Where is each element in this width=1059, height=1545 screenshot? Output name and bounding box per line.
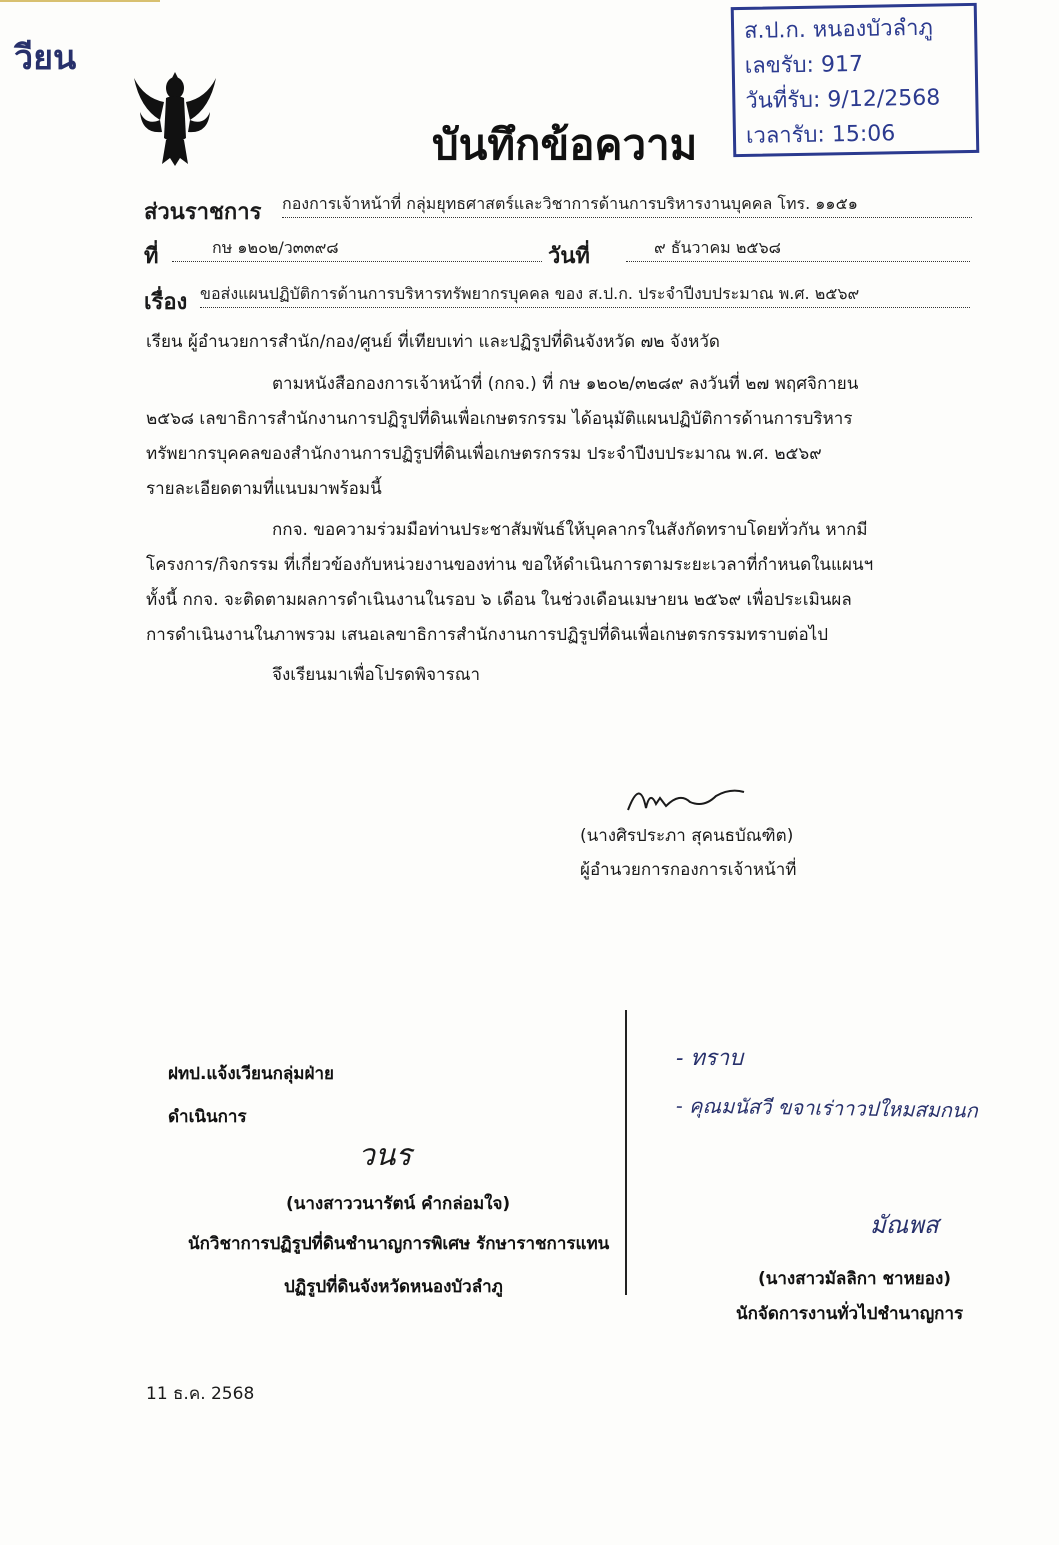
paragraph1-line: รายละเอียดตามที่แนบมาพร้อมนี้: [146, 479, 382, 499]
subject-label: เรื่อง: [144, 290, 188, 315]
stamp-receipt-number: เลขรับ: 917: [744, 51, 864, 79]
agency-label: ส่วนราชการ: [144, 200, 262, 225]
paragraph2-line: โครงการ/กิจกรรม ที่เกี่ยวข้องกับหน่วยงานของท่าน ขอให้ดำเนินการตามระยะเวลาที่กำหนดในแผนฯ: [146, 555, 874, 575]
right-note-item: - ทราบ: [676, 1046, 744, 1071]
paragraph2-line: การดำเนินงานในภาพรวม เสนอเลขาธิการสำนักงานการปฏิรูปที่ดินเพื่อเกษตรกรรมทราบต่อไป: [146, 625, 829, 645]
stamp-office: ส.ป.ก. หนองบัวลำภู: [743, 15, 934, 44]
left-note-position: นักวิชาการปฏิรูปที่ดินชำนาญการพิเศษ รักษาราชการแทน: [188, 1234, 610, 1254]
signature-icon: [620, 778, 760, 818]
paragraph1-line: ๒๕๖๘ เลขาธิการสำนักงานการปฏิรูปที่ดินเพื่อเกษตรกรรม ได้อนุมัติแผนปฏิบัติการด้านการบริหาร: [146, 409, 853, 429]
receipt-stamp: [731, 3, 980, 157]
right-note-item: - คุณมนัสวี ขจาเร่าาวปใหมสมกนก: [675, 1093, 978, 1123]
circulation-label: วียน: [14, 38, 77, 78]
left-note-signature: วนร: [358, 1138, 412, 1173]
left-note-instruction: ฝทป.แจ้งเวียนกลุ่มฝ่าย: [168, 1064, 334, 1084]
garuda-emblem-icon: [130, 68, 220, 168]
left-note-action: ดำเนินการ: [168, 1107, 247, 1127]
stamp-receipt-date: วันที่รับ: 9/12/2568: [745, 85, 941, 114]
stamp-receipt-time: เวลารับ: 15:06: [745, 121, 896, 149]
agency-value: กองการเจ้าหน้าที่ กลุ่มยุทธศาสตร์และวิชาการด้านการบริหารงานบุคคล โทร. ๑๑๕๑: [282, 192, 972, 218]
paragraph2-line: กกจ. ขอความร่วมมือท่านประชาสัมพันธ์ให้บุคลากรในสังกัดทราบโดยทั่วกัน หากมี: [272, 520, 868, 540]
subject-value: ขอส่งแผนปฏิบัติการด้านการบริหารทรัพยากรบุคคล ของ ส.ป.ก. ประจำปีงบประมาณ พ.ศ. ๒๕๖๙: [200, 282, 970, 308]
right-note-position: นักจัดการงานทั่วไปชำนาญการ: [736, 1304, 964, 1324]
signer-name: (นางศิรประภา สุคนธบัณฑิต): [580, 826, 794, 846]
date-label: วันที่: [548, 244, 590, 269]
page-title: บันทึกข้อความ: [432, 120, 698, 169]
right-note-signature: มัณพส: [870, 1211, 939, 1239]
paragraph1-line: ทรัพยากรบุคคลของสำนักงานการปฏิรูปที่ดินเพื่อเกษตรกรรม ประจำปีงบประมาณ พ.ศ. ๒๕๖๙: [146, 444, 822, 464]
paragraph1-line: ตามหนังสือกองการเจ้าหน้าที่ (กกจ.) ที่ กษ ๑๒๐๒/๓๒๘๙ ลงวันที่ ๒๗ พฤศจิกายน: [272, 374, 859, 394]
ref-value: กษ ๑๒๐๒/ว๓๓๙๘: [172, 236, 542, 262]
right-note-name: (นางสาวมัลลิกา ชาหยอง): [758, 1269, 952, 1289]
salutation: เรียน ผู้อำนวยการสำนัก/กอง/ศูนย์ ที่เทียบเท่า และปฏิรูปที่ดินจังหวัด ๗๒ จังหวัด: [146, 332, 720, 352]
divider: [625, 1010, 627, 1295]
signer-position: ผู้อำนวยการกองการเจ้าหน้าที่: [580, 860, 797, 880]
closing-line: จึงเรียนมาเพื่อโปรดพิจารณา: [272, 665, 481, 685]
ref-label: ที่: [144, 244, 159, 269]
left-note-position: ปฏิรูปที่ดินจังหวัดหนองบัวลำภู: [284, 1277, 503, 1297]
left-note-date: 11 ธ.ค. 2568: [146, 1384, 255, 1404]
paragraph2-line: ทั้งนี้ กกจ. จะติดตามผลการดำเนินงานในรอบ ๖ เดือน ในช่วงเดือนเมษายน ๒๕๖๙ เพื่อประเมินผล: [146, 590, 852, 610]
corner-mark: [0, 0, 160, 8]
left-note-name: (นางสาววนารัตน์ คำกล่อมใจ): [286, 1194, 511, 1214]
date-value: ๙ ธันวาคม ๒๕๖๘: [626, 236, 970, 262]
